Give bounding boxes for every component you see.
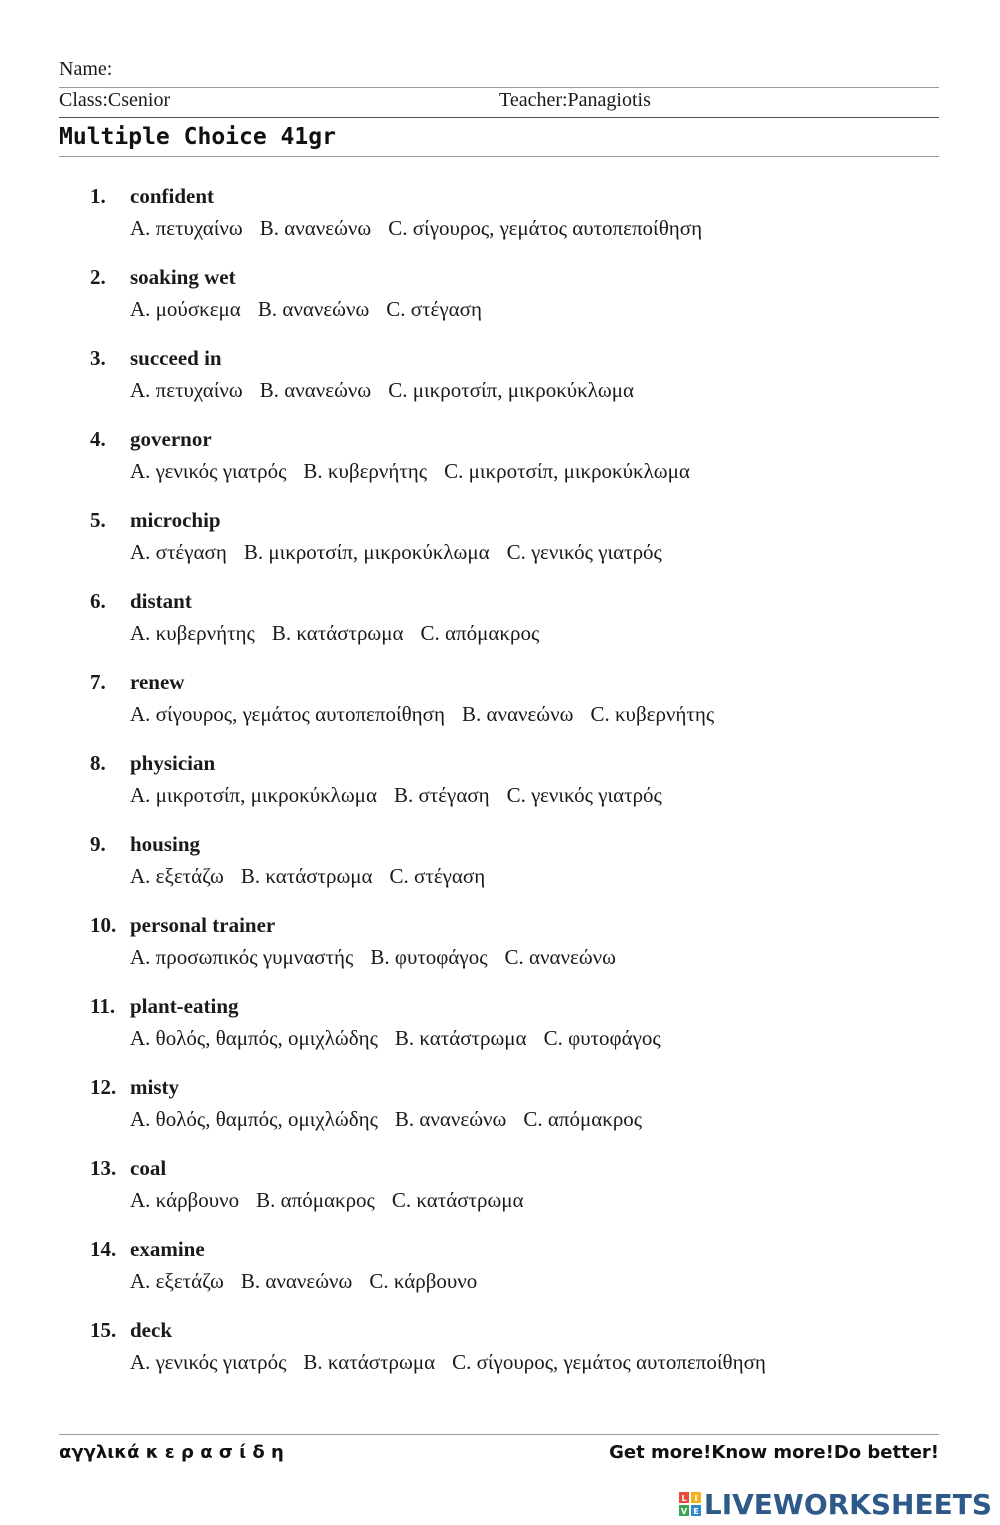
answer-option[interactable]: A. θολός, θαμπός, ομιχλώδης [130,1107,378,1131]
question-list [90,184,950,1399]
answer-option[interactable]: C. ανανεώνω [504,945,616,969]
name-label: Name: [59,58,113,80]
header-divider [59,117,939,118]
header-divider [59,87,939,88]
question-number: 1. [90,184,106,208]
question-word: examine [130,1237,205,1261]
question-item [90,508,950,589]
question-item [90,346,950,427]
question-number: 14. [90,1237,117,1261]
question-item [90,994,950,1075]
answer-options [130,216,719,241]
answer-options [130,459,707,484]
question-number: 10. [90,913,117,937]
answer-options [130,297,499,322]
question-word: distant [130,589,192,613]
answer-options [130,864,502,889]
class-label: Class:Csenior [59,89,171,111]
question-item [90,589,950,670]
answer-options [130,378,651,403]
question-word: personal trainer [130,913,276,937]
answer-options [130,945,633,970]
answer-option[interactable]: A. προσωπικός γυμναστής [130,945,354,969]
answer-option[interactable]: C. στέγαση [389,864,486,888]
question-number: 12. [90,1075,117,1099]
question-word: misty [130,1075,179,1099]
question-word: physician [130,751,216,775]
svg-text:L: L [681,1494,687,1503]
question-number: 6. [90,589,106,613]
answer-option[interactable]: B. φυτοφάγος [370,945,488,969]
answer-options [130,1107,659,1132]
question-item [90,913,950,994]
question-number: 5. [90,508,106,532]
question-number: 11. [90,994,116,1018]
answer-option[interactable]: C. γενικός γιατρός [506,540,662,564]
answer-options [130,1269,494,1294]
question-word: governor [130,427,212,451]
answer-option[interactable]: B. ανανεώνω [394,1107,507,1131]
answer-option[interactable]: A. εξετάζω [130,864,224,888]
answer-option[interactable]: A. στέγαση [130,540,227,564]
svg-text:V: V [680,1507,687,1516]
answer-options [130,540,679,565]
answer-options [130,621,556,646]
answer-option[interactable]: C. κάρβουνο [369,1269,478,1293]
answer-option[interactable]: C. απόμακρος [420,621,540,645]
svg-text:I: I [694,1494,698,1503]
answer-option[interactable]: C. μικροτσίπ, μικροκύκλωμα [388,378,635,402]
question-word: renew [130,670,185,694]
liveworksheets-logo-icon [678,1491,702,1517]
answer-option[interactable]: A. μούσκεμα [130,297,241,321]
question-word: housing [130,832,201,856]
answer-option[interactable]: A. πετυχαίνω [130,378,243,402]
question-word: confident [130,184,214,208]
answer-option[interactable]: C. γενικός γιατρός [506,783,662,807]
answer-option[interactable]: A. εξετάζω [130,1269,224,1293]
answer-option[interactable]: A. πετυχαίνω [130,216,243,240]
answer-option[interactable]: C. κατάστρωμα [391,1188,524,1212]
answer-option[interactable]: B. μικροτσίπ, μικροκύκλωμα [243,540,490,564]
question-number: 2. [90,265,106,289]
answer-option[interactable]: A. κυβερνήτης [130,621,255,645]
question-item [90,265,950,346]
question-number: 3. [90,346,106,370]
answer-option[interactable]: B. ανανεώνω [259,216,372,240]
answer-option[interactable]: C. απόμακρος [523,1107,643,1131]
question-item [90,1075,950,1156]
liveworksheets-brand[interactable] [678,1486,992,1522]
answer-options [130,1026,678,1051]
answer-option[interactable]: C. φυτοφάγος [543,1026,661,1050]
answer-option[interactable]: B. κατάστρωμα [394,1026,527,1050]
question-number: 8. [90,751,106,775]
question-item [90,1156,950,1237]
answer-options [130,1188,541,1213]
footer-slogan: Get more!Know more!Do better! [609,1442,939,1463]
answer-option[interactable]: B. κυβερνήτης [303,459,428,483]
question-word: microchip [130,508,221,532]
answer-option[interactable]: C. μικροτσίπ, μικροκύκλωμα [444,459,690,483]
answer-option[interactable]: C. σίγουρος, γεμάτος αυτοπεποίθηση [452,1350,766,1374]
answer-option[interactable]: B. κατάστρωμα [240,864,373,888]
answer-option[interactable]: A. κάρβουνο [130,1188,240,1212]
liveworksheets-wordmark: LIVEWORKSHEETS [703,1487,992,1521]
answer-options [130,1350,783,1375]
question-item [90,1237,950,1318]
footer-divider [59,1434,939,1435]
answer-options [130,702,731,727]
question-word: deck [130,1318,172,1342]
question-item [90,751,950,832]
title-divider [59,156,939,157]
footer-author: αγγλικά κ ε ρ α σ ί δ η [59,1442,284,1463]
answer-option[interactable]: A. μικροτσίπ, μικροκύκλωμα [130,783,377,807]
answer-option[interactable]: C. κυβερνήτης [590,702,715,726]
question-item [90,670,950,751]
question-item [90,427,950,508]
question-number: 4. [90,427,106,451]
answer-option[interactable]: A. γενικός γιατρός [130,1350,287,1374]
answer-option[interactable]: B. ανανεώνω [240,1269,353,1293]
answer-option[interactable]: B. ανανεώνω [257,297,370,321]
teacher-label: Teacher:Panagiotis [499,89,651,111]
question-word: plant-eating [130,994,239,1018]
answer-option[interactable]: A. σίγουρος, γεμάτος αυτοπεποίθηση [130,702,445,726]
answer-options [130,783,679,808]
answer-option[interactable]: A. γενικός γιατρός [130,459,287,483]
question-number: 9. [90,832,106,856]
question-word: coal [130,1156,167,1180]
answer-option[interactable]: C. στέγαση [386,297,482,321]
answer-option[interactable]: B. στέγαση [393,783,490,807]
question-word: succeed in [130,346,222,370]
question-number: 15. [90,1318,117,1342]
question-word: soaking wet [130,265,236,289]
question-item [90,1318,950,1399]
answer-option[interactable]: B. κατάστρωμα [303,1350,436,1374]
question-item [90,184,950,265]
answer-option[interactable]: B. ανανεώνω [259,378,372,402]
answer-option[interactable]: C. σίγουρος, γεμάτος αυτοπεποίθηση [388,216,703,240]
answer-option[interactable]: B. ανανεώνω [461,702,574,726]
question-number: 13. [90,1156,117,1180]
question-number: 7. [90,670,106,694]
question-item [90,832,950,913]
answer-option[interactable]: B. κατάστρωμα [271,621,404,645]
answer-option[interactable]: A. θολός, θαμπός, ομιχλώδης [130,1026,378,1050]
page-title: Multiple Choice 41gr [59,124,336,150]
svg-text:E: E [693,1507,699,1516]
answer-option[interactable]: B. απόμακρος [256,1188,375,1212]
